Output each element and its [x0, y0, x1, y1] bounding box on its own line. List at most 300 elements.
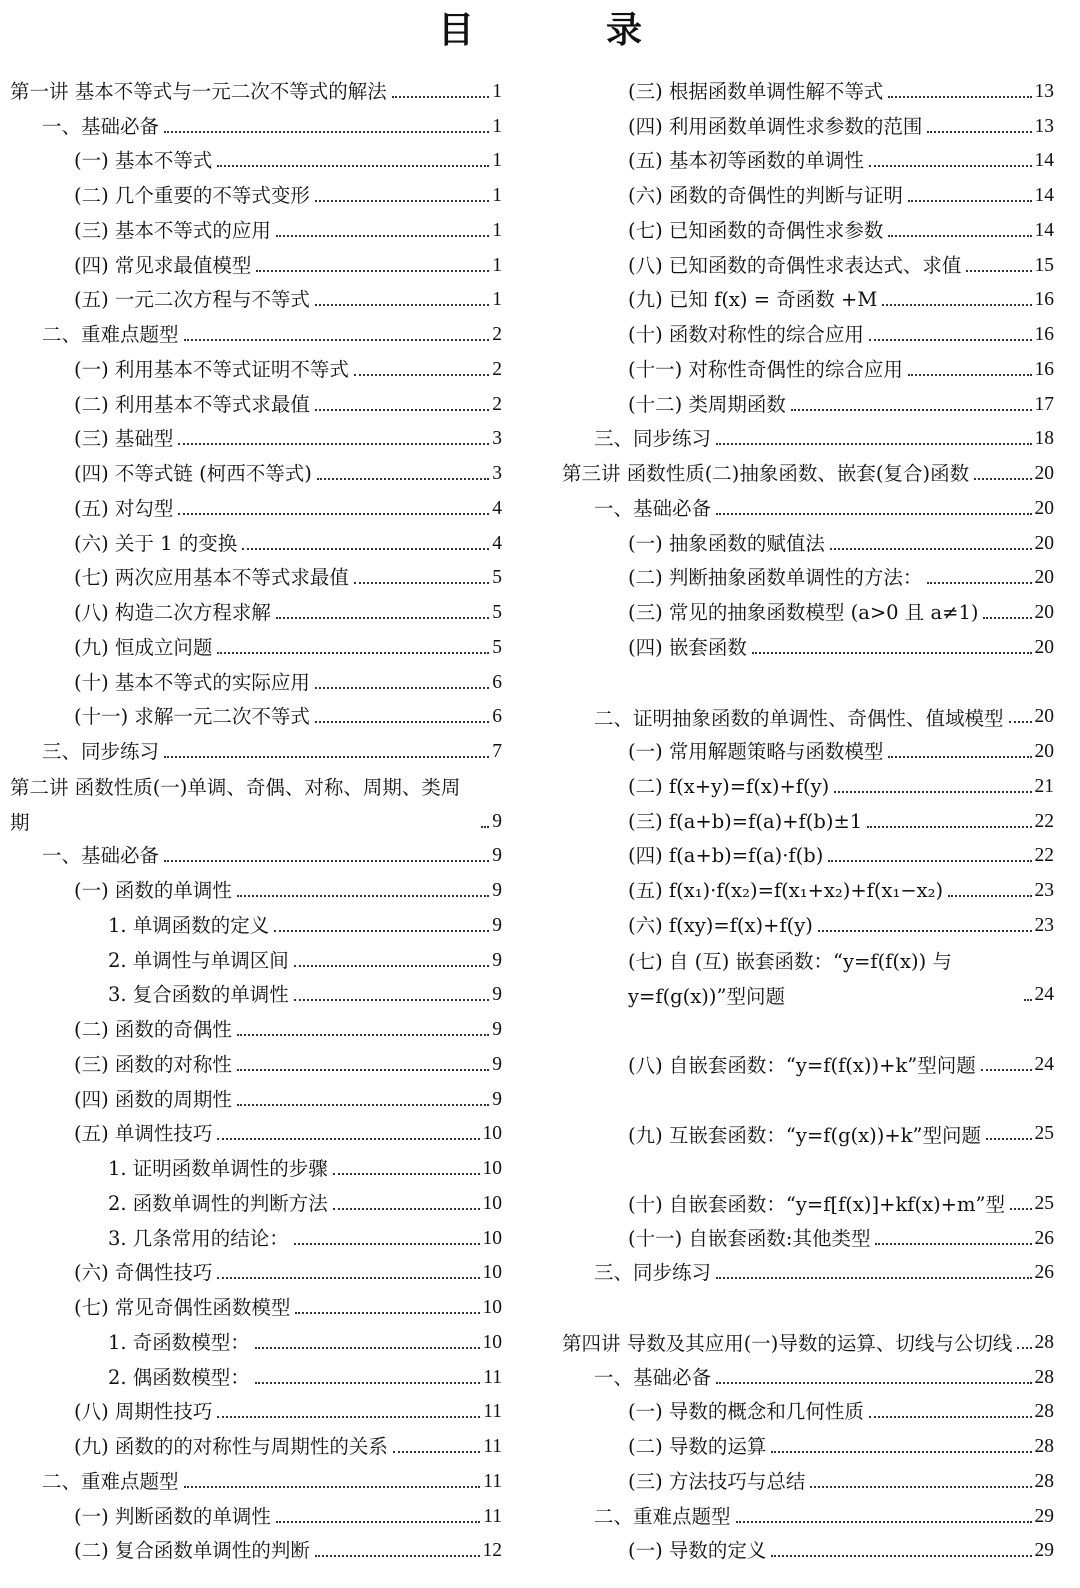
dot-leader [908, 200, 1032, 202]
toc-entry[interactable] [562, 107, 1054, 142]
dot-leader [237, 895, 489, 897]
toc-entry[interactable] [10, 1080, 502, 1115]
toc-entry[interactable] [562, 1532, 1054, 1567]
toc-entry[interactable] [10, 1254, 502, 1289]
toc-entry-label: (六) f(xy)=f(x)+f(y) [628, 913, 813, 937]
toc-entry-page-number: 6 [492, 671, 502, 693]
toc-entry-page-number: 20 [1034, 706, 1054, 728]
toc-entry[interactable] [562, 663, 1054, 733]
toc-entry-page-number: 9 [492, 914, 502, 936]
toc-entry-label: (一) 利用基本不等式证明不等式 [74, 357, 349, 381]
toc-entry[interactable] [562, 72, 1054, 107]
toc-entry-page-number: 14 [1034, 185, 1054, 206]
toc-entry[interactable] [10, 698, 502, 733]
toc-entry-page-number: 20 [1034, 532, 1054, 554]
toc-entry-label: (七) 常见奇偶性函数模型 [74, 1296, 291, 1319]
dot-leader [869, 339, 1032, 341]
toc-entry-page-number: 20 [1034, 497, 1054, 519]
toc-entry[interactable] [562, 211, 1054, 246]
toc-entry[interactable] [10, 559, 502, 594]
dot-leader [1009, 721, 1032, 723]
toc-entry-page-number: 1 [492, 254, 502, 276]
toc-entry[interactable] [562, 350, 1054, 385]
toc-entry-label: (五) 基本初等函数的单调性 [628, 149, 864, 173]
toc-entry-page-number: 11 [483, 1436, 502, 1457]
toc-entry-label: (十) 自嵌套函数：“y=f[f(x)]+kf(x)+m”型 [628, 1193, 1005, 1216]
toc-entry[interactable] [562, 1219, 1054, 1254]
toc-entry-label: (三) 函数的对称性 [74, 1052, 232, 1076]
toc-entry-page-number: 12 [482, 1540, 502, 1562]
toc-entry-label: (九) 已知 f(x) = 奇函数 +M [628, 288, 878, 312]
toc-entry[interactable] [10, 593, 502, 628]
toc-entry-label: (十二) 类周期函数 [628, 392, 786, 416]
toc-entry-page-number: 28 [1034, 1401, 1054, 1423]
dot-leader [315, 200, 489, 202]
toc-entry-label: (九) 函数的的对称性与周期性的关系 [74, 1435, 388, 1458]
dot-leader [888, 235, 1031, 237]
dot-leader [393, 1451, 480, 1453]
dot-leader [184, 339, 490, 341]
toc-entry[interactable] [562, 1149, 1054, 1219]
toc-entry-page-number: 15 [1034, 254, 1054, 276]
toc-entry[interactable] [10, 281, 502, 316]
toc-entry[interactable] [562, 1427, 1054, 1462]
dot-leader [888, 756, 1031, 758]
toc-entry[interactable] [562, 281, 1054, 316]
dot-leader [716, 1382, 1031, 1384]
dot-leader [908, 374, 1032, 376]
toc-entry-label: (十一) 对称性奇偶性的综合应用 [628, 357, 903, 381]
toc-entry-label: (三) 基础型 [74, 427, 174, 451]
toc-entry[interactable] [10, 176, 502, 211]
toc-entry[interactable] [10, 315, 502, 350]
dot-leader [834, 791, 1031, 793]
toc-entry-label: (二) 导数的运算 [628, 1435, 767, 1458]
toc-entry-page-number: 9 [492, 1019, 502, 1040]
toc-entry-label: 1. 单调函数的定义 [108, 913, 270, 937]
toc-entry-label: 3. 复合函数的单调性 [108, 983, 289, 1007]
toc-entry-label: 第二讲 函数性质(一)单调、奇偶、对称、周期、类周期 [10, 776, 461, 834]
dot-leader [752, 652, 1032, 654]
dot-leader [888, 96, 1031, 98]
toc-entry-page-number: 25 [1034, 1123, 1054, 1145]
toc-entry[interactable] [10, 107, 502, 142]
toc-entry-page-number: 11 [483, 1470, 502, 1492]
toc-entry[interactable] [562, 1010, 1054, 1080]
toc-entry[interactable] [562, 385, 1054, 420]
dot-leader [164, 756, 489, 758]
toc-entry[interactable] [562, 767, 1054, 802]
toc-entry-page-number: 20 [1034, 602, 1054, 623]
toc-entry[interactable] [10, 1184, 502, 1219]
dot-leader [983, 617, 1031, 619]
toc-entry-label: (四) 利用函数单调性求参数的范围 [628, 114, 923, 138]
toc-entry-label: (八) 自嵌套函数：“y=f(f(x))+k”型问题 [628, 1054, 976, 1077]
toc-entry-label: 一、基础必备 [42, 114, 160, 138]
toc-entry[interactable] [10, 1462, 502, 1497]
toc-entry[interactable] [10, 489, 502, 524]
toc-entry[interactable] [10, 663, 502, 698]
toc-entry-page-number: 26 [1034, 1227, 1054, 1249]
toc-entry[interactable] [562, 1462, 1054, 1497]
toc-entry[interactable] [562, 1358, 1054, 1393]
toc-entry-label: (八) 已知函数的奇偶性求表达式、求值 [628, 253, 962, 277]
toc-entry-page-number: 5 [492, 636, 502, 658]
toc-entry[interactable] [562, 628, 1054, 663]
toc-entry[interactable] [10, 871, 502, 906]
toc-entry-label: 二、重难点题型 [42, 323, 179, 346]
toc-entry[interactable] [10, 732, 502, 767]
dot-leader [315, 409, 489, 411]
toc-entry-page-number: 9 [492, 984, 502, 1006]
toc-entry-label: 二、证明抽象函数的单调性、奇偶性、值域模型 [594, 706, 1004, 730]
toc-entry-page-number: 4 [492, 532, 502, 554]
toc-entry-page-number: 23 [1034, 914, 1054, 936]
toc-entry[interactable] [10, 385, 502, 420]
dot-leader [217, 1277, 479, 1279]
dot-leader [1010, 1208, 1032, 1210]
toc-entry[interactable] [10, 1288, 502, 1323]
toc-entry[interactable] [10, 454, 502, 489]
toc-entry-page-number: 10 [482, 1297, 502, 1318]
toc-entry[interactable] [10, 350, 502, 385]
dot-leader [178, 443, 489, 445]
dot-leader [974, 478, 1031, 480]
toc-entry-label: 一、基础必备 [594, 496, 712, 520]
toc-entry-page-number: 21 [1034, 775, 1054, 797]
dot-leader [237, 1034, 489, 1036]
toc-entry-page-number: 1 [492, 219, 502, 241]
toc-entry-page-number: 24 [1034, 984, 1054, 1006]
toc-entry[interactable] [562, 802, 1054, 837]
toc-entry-page-number: 2 [492, 324, 502, 345]
toc-entry-page-number: 16 [1034, 324, 1054, 345]
dot-leader [716, 1277, 1031, 1279]
toc-entry-page-number: 10 [482, 1227, 502, 1249]
toc-entry-label: (六) 奇偶性技巧 [74, 1261, 213, 1285]
toc-entry-page-number: 1 [492, 150, 502, 172]
dot-leader [354, 582, 489, 584]
toc-entry-page-number: 14 [1034, 150, 1054, 172]
toc-entry[interactable] [562, 420, 1054, 455]
toc-entry-label: (八) 构造二次方程求解 [74, 601, 271, 624]
toc-entry[interactable] [10, 211, 502, 246]
toc-entry[interactable] [10, 1323, 502, 1358]
toc-entry-label: (一) 基本不等式 [74, 149, 213, 173]
toc-entry-page-number: 28 [1034, 1366, 1054, 1388]
toc-entry-page-number: 20 [1034, 463, 1054, 484]
dot-leader [867, 826, 1031, 828]
toc-entry-page-number: 2 [492, 393, 502, 415]
toc-entry-page-number: 16 [1034, 289, 1054, 311]
toc-entry[interactable] [562, 906, 1054, 941]
toc-entry-label: (三) f(a+b)=f(a)+f(b)±1 [628, 809, 863, 833]
dot-leader [294, 965, 489, 967]
dot-leader [927, 131, 1031, 133]
toc-entry-page-number: 1 [492, 115, 502, 137]
toc-entry-label: (五) f(x₁)·f(x₂)=f(x₁+x₂)+f(x₁−x₂) [628, 879, 944, 902]
toc-entry-label: (三) 常见的抽象函数模型 (a>0 且 a≠1) [628, 601, 979, 624]
toc-entry-label: (六) 关于 1 的变换 [74, 531, 238, 555]
toc-entry-page-number: 28 [1034, 1436, 1054, 1457]
toc-entry-page-number: 9 [492, 1088, 502, 1110]
toc-entry[interactable] [10, 767, 502, 837]
toc-entry-label: 2. 偶函数模型： [108, 1365, 250, 1389]
dot-leader [828, 860, 1031, 862]
dot-leader [317, 478, 489, 480]
toc-entry[interactable] [562, 593, 1054, 628]
toc-entry-page-number: 1 [492, 185, 502, 206]
toc-entry[interactable] [10, 1045, 502, 1080]
toc-entry-page-number: 9 [492, 1053, 502, 1075]
toc-entry[interactable] [562, 246, 1054, 281]
toc-entry-page-number: 3 [492, 428, 502, 450]
dot-leader [882, 304, 1031, 306]
toc-entry-label: (十) 基本不等式的实际应用 [74, 670, 310, 694]
toc-entry[interactable] [10, 72, 502, 107]
toc-entry-label: (六) 函数的奇偶性的判断与证明 [628, 184, 903, 207]
toc-entry-label: 第四讲 导数及其应用(一)导数的运算、切线与公切线 [562, 1332, 1013, 1355]
dot-leader [242, 548, 489, 550]
toc-entry[interactable] [562, 1080, 1054, 1150]
toc-entry-page-number: 24 [1034, 1053, 1054, 1075]
toc-entry-page-number: 10 [482, 1331, 502, 1353]
dot-leader [927, 582, 1031, 584]
toc-entry-page-number: 5 [492, 602, 502, 623]
toc-entry-page-number: 20 [1034, 636, 1054, 658]
toc-entry[interactable] [10, 1358, 502, 1393]
dot-leader [869, 165, 1032, 167]
dot-leader [818, 930, 1032, 932]
toc-entry-label: (七) 已知函数的奇偶性求参数 [628, 218, 884, 242]
dot-leader [217, 165, 489, 167]
toc-entry-page-number: 3 [492, 463, 502, 484]
toc-entry-page-number: 29 [1034, 1540, 1054, 1562]
dot-leader [237, 1104, 489, 1106]
toc-entry-page-number: 4 [492, 497, 502, 519]
toc-entry-label: (一) 函数的单调性 [74, 879, 232, 902]
toc-entry[interactable] [10, 246, 502, 281]
toc-entry-page-number: 5 [492, 567, 502, 589]
toc-entry-page-number: 10 [482, 1192, 502, 1214]
toc-left-column [10, 72, 502, 1566]
toc-entry-label: (五) 单调性技巧 [74, 1122, 213, 1146]
toc-entry-label: (七) 两次应用基本不等式求最值 [74, 566, 349, 590]
toc-entry-label: 二、重难点题型 [42, 1469, 179, 1493]
dot-leader [333, 1173, 480, 1175]
toc-entry-label: (八) 周期性技巧 [74, 1400, 213, 1424]
toc-entry[interactable] [10, 1393, 502, 1428]
dot-leader [184, 1486, 481, 1488]
dot-leader [255, 1382, 480, 1384]
dot-leader [791, 409, 1032, 411]
toc-entry-page-number: 7 [492, 741, 502, 762]
toc-entry-page-number: 9 [492, 845, 502, 867]
toc-entry-label: (一) 抽象函数的赋值法 [628, 531, 825, 555]
toc-entry-page-number: 13 [1034, 80, 1054, 102]
toc-entry[interactable] [10, 1427, 502, 1462]
toc-entry-page-number: 9 [492, 810, 502, 832]
toc-entry[interactable] [562, 941, 1054, 1011]
toc-entry[interactable] [10, 837, 502, 872]
toc-entry-label: (二) 复合函数单调性的判断 [74, 1539, 310, 1563]
dot-leader [315, 1555, 480, 1557]
dot-leader [333, 1208, 480, 1210]
toc-entry-label: (一) 导数的概念和几何性质 [628, 1400, 864, 1424]
toc-entry-label: 三、同步练习 [42, 740, 160, 763]
toc-entry-page-number: 9 [492, 880, 502, 901]
toc-entry-label: 1. 奇函数模型： [108, 1330, 250, 1354]
dot-leader [392, 96, 490, 98]
dot-leader [810, 1486, 1031, 1488]
toc-right-column [562, 72, 1054, 1566]
dot-leader [315, 304, 489, 306]
dot-leader [276, 617, 489, 619]
toc-entry-label: (二) 函数的奇偶性 [74, 1018, 232, 1041]
dot-leader [771, 1451, 1031, 1453]
dot-leader [164, 131, 489, 133]
toc-entry[interactable] [10, 420, 502, 455]
dot-leader [256, 270, 489, 272]
toc-entry[interactable] [10, 628, 502, 663]
toc-entry[interactable] [10, 976, 502, 1011]
toc-entry-label: (一) 常用解题策略与函数模型 [628, 740, 884, 763]
dot-leader [1017, 1347, 1031, 1349]
toc-entry-label: (十一) 自嵌套函数:其他类型 [628, 1226, 871, 1250]
toc-entry[interactable] [562, 871, 1054, 906]
toc-entry[interactable] [562, 176, 1054, 211]
toc-entry-page-number: 11 [483, 1505, 502, 1527]
toc-entry-label: (九) 互嵌套函数：“y=f(g(x))+k”型问题 [628, 1123, 981, 1147]
toc-entry-page-number: 28 [1034, 1470, 1054, 1492]
toc-entry[interactable] [562, 1254, 1054, 1289]
toc-entry[interactable] [10, 524, 502, 559]
dot-leader [1024, 999, 1032, 1001]
toc-entry-label: (一) 判断函数的单调性 [74, 1504, 271, 1528]
toc-entry-page-number: 14 [1034, 219, 1054, 241]
dot-leader [981, 1069, 1032, 1071]
toc-entry-page-number: 10 [482, 1123, 502, 1145]
dot-leader [966, 270, 1031, 272]
toc-entry-label: (四) 嵌套函数 [628, 635, 747, 659]
dot-leader [217, 1138, 479, 1140]
toc-entry-page-number: 13 [1034, 115, 1054, 137]
toc-entry[interactable] [10, 906, 502, 941]
toc-entry[interactable] [10, 941, 502, 976]
toc-entry[interactable] [10, 1115, 502, 1150]
toc-entry-page-number: 9 [492, 949, 502, 971]
toc-entry-label: (三) 方法技巧与总结 [628, 1469, 806, 1493]
toc-entry-label: 一、基础必备 [594, 1365, 712, 1389]
toc-entry-label: (九) 恒成立问题 [74, 635, 213, 659]
page-title: 目 录 [437, 10, 690, 51]
toc-entry[interactable] [562, 732, 1054, 767]
toc-entry-label: 1. 证明函数单调性的步骤 [108, 1157, 328, 1180]
toc-entry-page-number: 16 [1034, 358, 1054, 380]
toc-entry[interactable] [562, 837, 1054, 872]
toc-entry[interactable] [562, 454, 1054, 489]
toc-entry-page-number: 10 [482, 1158, 502, 1179]
toc-entry-page-number: 22 [1034, 810, 1054, 832]
toc-entry-page-number: 26 [1034, 1262, 1054, 1284]
toc-entry-page-number: 17 [1034, 393, 1054, 415]
toc-entry[interactable] [10, 1532, 502, 1567]
toc-entry-page-number: 10 [482, 1262, 502, 1284]
toc-entry-label: 三、同步练习 [594, 1261, 712, 1285]
toc-entry-label: 2. 单调性与单调区间 [108, 948, 289, 972]
toc-entry-label: (三) 根据函数单调性解不等式 [628, 79, 884, 103]
toc-entry-label: (五) 一元二次方程与不等式 [74, 288, 310, 312]
toc-entry[interactable] [10, 1010, 502, 1045]
toc-entry-label: 二、重难点题型 [594, 1504, 731, 1528]
toc-entry-label: (三) 基本不等式的应用 [74, 218, 271, 242]
dot-leader [217, 652, 489, 654]
dot-leader [716, 513, 1031, 515]
toc-entry-page-number: 2 [492, 358, 502, 380]
dot-leader [481, 826, 489, 828]
toc-entry-label: (一) 导数的定义 [628, 1539, 767, 1563]
toc-entry-label: (二) f(x+y)=f(x)+f(y) [628, 774, 830, 798]
toc-entry[interactable] [562, 142, 1054, 177]
toc-entry-page-number: 29 [1034, 1505, 1054, 1527]
dot-leader [164, 860, 489, 862]
toc-entry[interactable] [562, 1497, 1054, 1532]
toc-entry-label: (二) 判断抽象函数单调性的方法： [628, 566, 923, 590]
toc-entry[interactable] [562, 489, 1054, 524]
dot-leader [869, 1416, 1032, 1418]
dot-leader [274, 930, 489, 932]
dot-leader [276, 235, 489, 237]
toc-entry-page-number: 20 [1034, 741, 1054, 762]
toc-entry-label: (四) f(a+b)=f(a)·f(b) [628, 844, 824, 868]
toc-entry-page-number: 28 [1034, 1331, 1054, 1353]
toc-entry[interactable] [562, 1393, 1054, 1428]
toc-entry[interactable] [562, 524, 1054, 559]
toc-entry-page-number: 18 [1034, 428, 1054, 450]
toc-entry-label: (四) 函数的周期性 [74, 1087, 232, 1111]
toc-entry[interactable] [10, 1149, 502, 1184]
toc-entry-label: (十) 函数对称性的综合应用 [628, 323, 864, 346]
toc-entry-label: (四) 常见求最值模型 [74, 253, 252, 277]
dot-leader [295, 1312, 479, 1314]
toc-entry-page-number: 11 [483, 1401, 502, 1423]
toc-entry[interactable] [10, 142, 502, 177]
dot-leader [875, 1243, 1031, 1245]
toc-entry[interactable] [10, 1219, 502, 1254]
toc-entry-page-number: 23 [1034, 880, 1054, 901]
toc-entry-page-number: 25 [1034, 1192, 1054, 1214]
toc-entry[interactable] [10, 1497, 502, 1532]
dot-leader [771, 1555, 1031, 1557]
toc-entry-label: 第一讲 基本不等式与一元二次不等式的解法 [10, 79, 387, 103]
dot-leader [178, 513, 489, 515]
toc-entry[interactable] [562, 1288, 1054, 1358]
dot-leader [294, 999, 489, 1001]
toc-entry-label: (二) 几个重要的不等式变形 [74, 184, 310, 207]
dot-leader [315, 721, 489, 723]
toc-entry-label: 2. 函数单调性的判断方法 [108, 1191, 328, 1215]
dot-leader [276, 1521, 480, 1523]
toc-entry[interactable] [562, 559, 1054, 594]
toc-entry[interactable] [562, 315, 1054, 350]
dot-leader [217, 1416, 480, 1418]
dot-leader [948, 895, 1031, 897]
dot-leader [294, 1243, 480, 1245]
toc-entry-label: 第三讲 函数性质(二)抽象函数、嵌套(复合)函数 [562, 462, 970, 485]
toc-entry-page-number: 20 [1034, 567, 1054, 589]
dot-leader [986, 1138, 1032, 1140]
dot-leader [255, 1347, 480, 1349]
